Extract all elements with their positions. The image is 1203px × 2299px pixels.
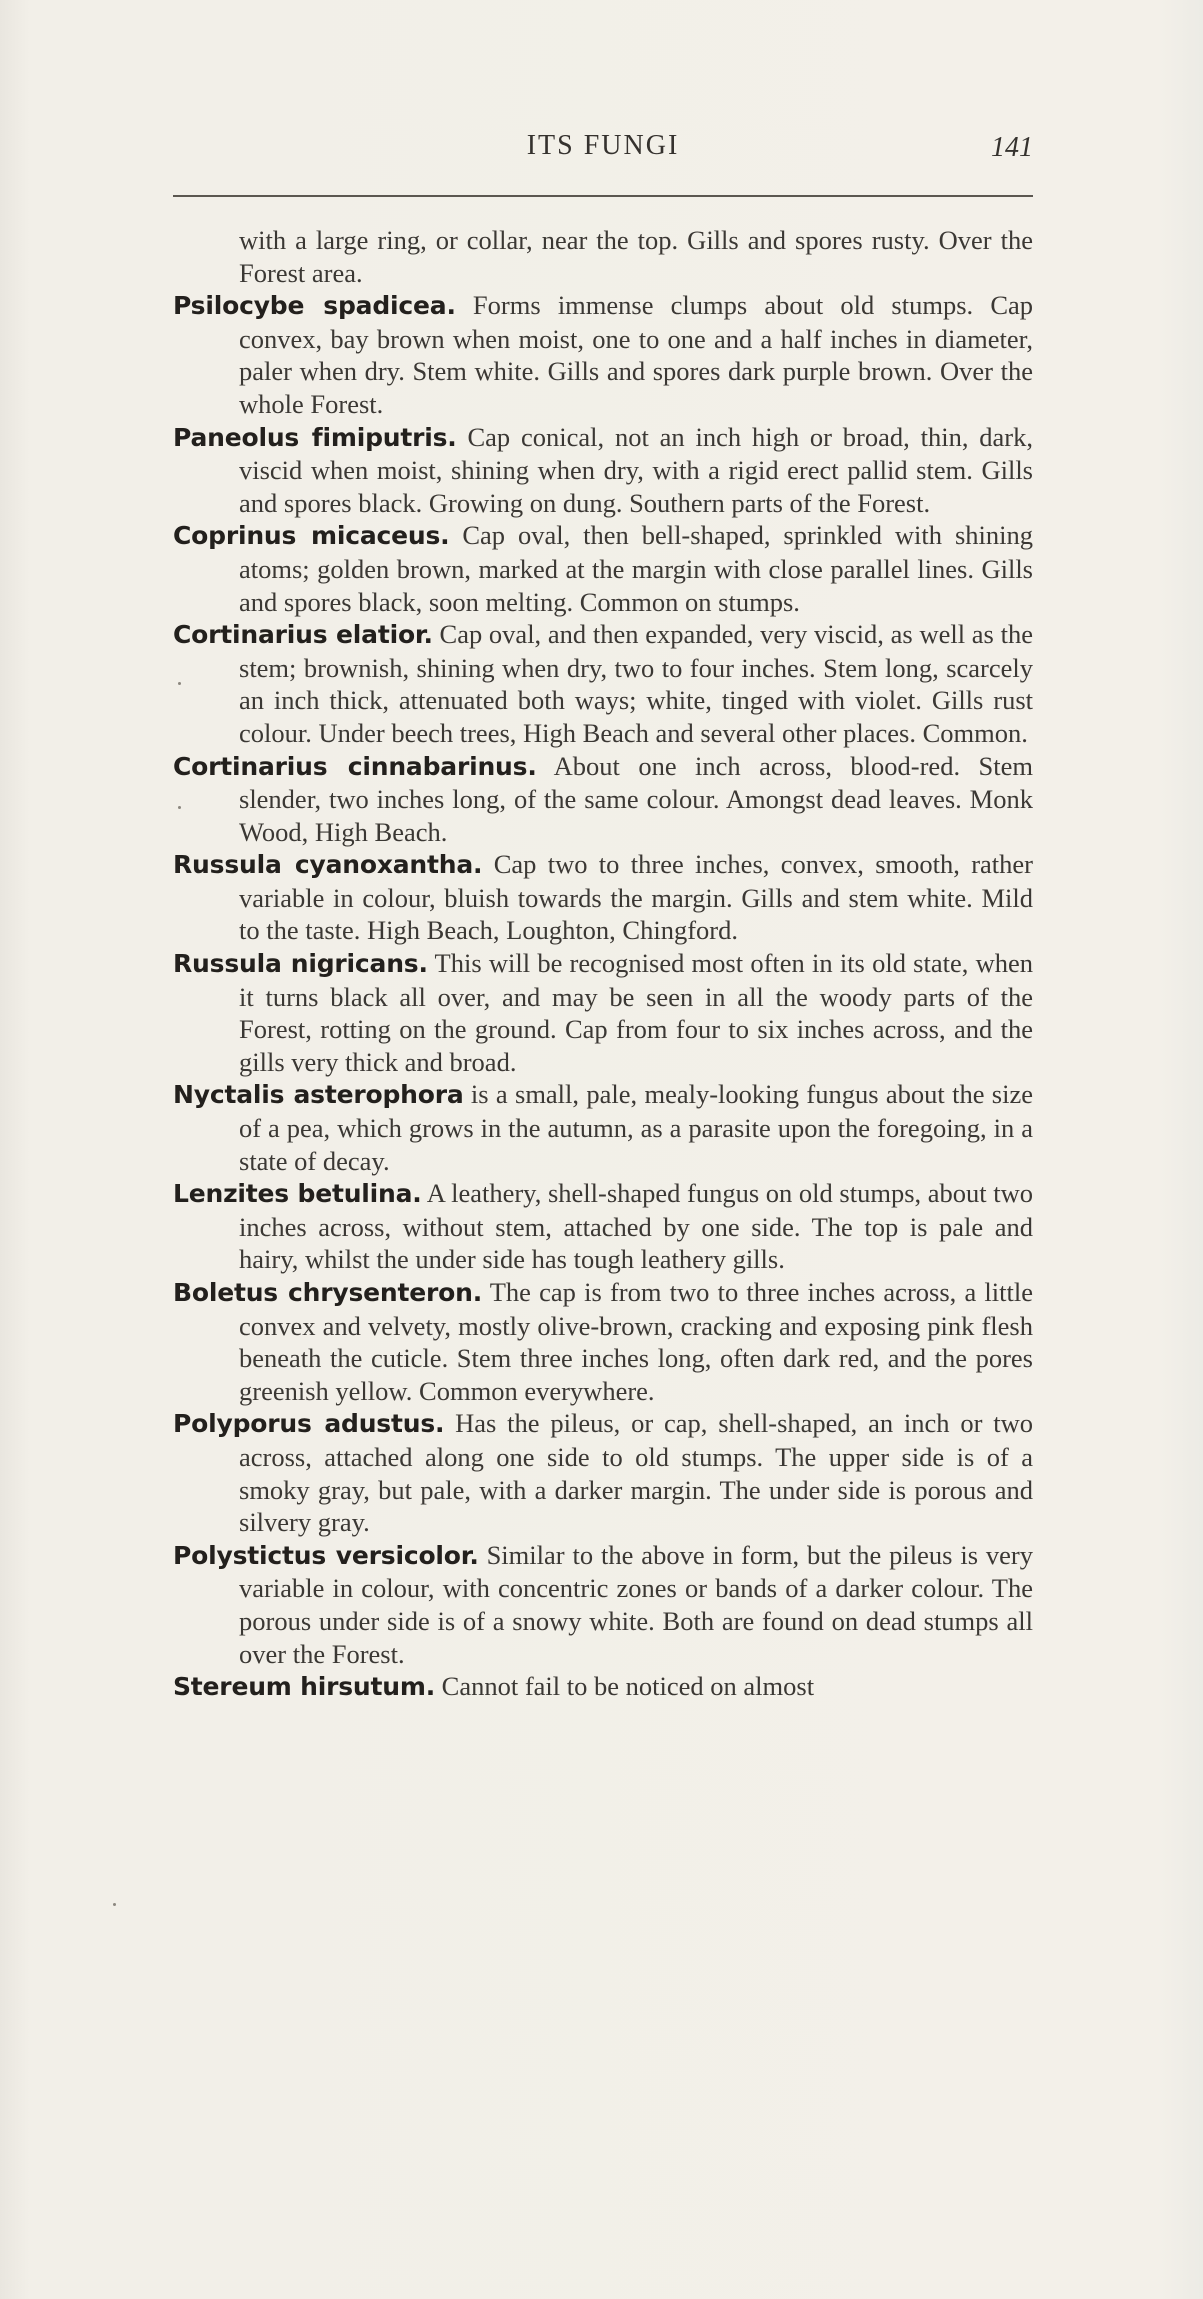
entry-continuation (173, 224, 1033, 289)
entry-text: This will be recognised most often in its old state, when it turns black all over, and may be seen in all the woody parts of the Forest, rotting on the ground. Cap from four to six inches across, and the gills very thick and broad. (239, 948, 1033, 1077)
entry-boletus-chrysenteron (173, 1276, 1033, 1407)
entry-text: About one inch across, blood-red. Stem slender, two inches long, of the same colour. Amongst dead leaves. Monk Wood, High Beach. (239, 750, 1033, 847)
fungi-entries (173, 224, 1033, 1704)
entry-polyporus-adustus (173, 1407, 1033, 1538)
entry-text: The cap is from two to three inches across, a little convex and velvety, mostly olive-brown, cracking and exposing pink flesh beneath the cuticle. Stem three inches long, often dark red, and the pores greenish yellow. Common everywhere. (239, 1277, 1033, 1406)
margin-speck (113, 1903, 116, 1906)
header-rule (173, 195, 1033, 197)
entry-coprinus-micaceus (173, 519, 1033, 618)
entry-text: Forms immense clumps about old stumps. Cap convex, bay brown when moist, one to one and a half inches in diameter, paler when dry. Stem white. Gills and spores dark purple brown. Over the whole Forest. (239, 290, 1034, 419)
entry-term: Russula cyanoxantha. (173, 850, 483, 880)
entry-term: Polyporus adustus. (173, 1409, 445, 1439)
entry-lenzites-betulina (173, 1177, 1033, 1276)
entry-term: Boletus chrysenteron. (173, 1278, 483, 1307)
entry-term: Paneolus fimiputris. (173, 422, 457, 452)
page-number: 141 (991, 132, 1033, 163)
entry-text: Cap conical, not an inch high or broad, thin, dark, viscid when moist, shining when dry, with a rigid erect pallid stem. Gills and spores black. Growing on dung. Southern parts of the Forest. (239, 421, 1034, 518)
entry-term: Stereum hirsutum. (173, 1672, 436, 1702)
entry-paneolus-fimiputris (173, 421, 1033, 520)
entry-polystictus-versicolor (173, 1539, 1033, 1670)
entry-term: Russula nigricans. (173, 949, 428, 979)
entry-cortinarius-elatior (173, 618, 1033, 749)
entry-text: Cap oval, then bell-shaped, sprinkled with shining atoms; golden brown, marked at the margin with close parallel lines. Gills and spores black, soon melting. Common on stumps. (239, 520, 1033, 617)
running-head: ITS FUNGI (526, 130, 680, 161)
entry-term: Psilocybe spadicea. (173, 291, 456, 321)
entry-text: Has the pileus, or cap, shell-shaped, an inch or two across, attached along one side to old stumps. The upper side is of a smoky gray, but pale, with a darker margin. The under side is porous and silvery gray. (239, 1408, 1033, 1538)
entry-text: Similar to the above in form, but the pileus is very variable in colour, with concentric zones or bands of a darker colour. The porous under side is of a snowy white. Both are found on dead stumps all over the Forest. (239, 1539, 1033, 1669)
entry-text: A leathery, shell-shaped fungus on old stumps, about two inches across, without stem, attached by one side. The top is pale and hairy, whilst the under side has tough leathery gills. (239, 1178, 1034, 1275)
entry-text: is a small, pale, mealy-looking fungus about the size of a pea, which grows in the autumn, as a parasite upon the foregoing, in a state of decay. (239, 1079, 1033, 1176)
entry-term: Nyctalis asterophora (173, 1080, 464, 1110)
entry-term: Cortinarius elatior. (173, 620, 433, 650)
entry-term: Coprinus micaceus. (173, 521, 450, 551)
entry-nyctalis-asterophora (173, 1078, 1033, 1177)
entry-term: Lenzites betulina. (173, 1179, 422, 1209)
entry-stereum-hirsutum (173, 1670, 1033, 1704)
margin-speck (178, 682, 181, 685)
entry-psilocybe-spadicea (173, 289, 1033, 420)
entry-text: Cap two to three inches, convex, smooth, rather variable in colour, bluish towards the margin. Gills and stem white. Mild to the taste. High Beach, Loughton, Chingford. (239, 849, 1034, 946)
page-header (173, 130, 1033, 174)
entry-term: Cortinarius cinnabarinus. (173, 751, 537, 781)
entry-text: Cap oval, and then expanded, very viscid, as well as the stem; brownish, shining when dry, two to four inches. Stem long, scarcely an inch thick, attenuated both ways; white, tinged with violet. Gills rust colour. Under beech trees, High Beach and several other places. Common. (239, 619, 1033, 748)
margin-speck (178, 806, 181, 809)
entry-cortinarius-cinnabarinus (173, 750, 1033, 849)
entry-russula-cyanoxantha (173, 848, 1033, 947)
entry-text: Cannot fail to be noticed on almost (441, 1671, 815, 1702)
entry-text: with a large ring, or collar, near the top. Gills and spores rusty. Over the Forest area. (239, 225, 1033, 288)
entry-russula-nigricans (173, 947, 1033, 1078)
entry-term: Polystictus versicolor. (173, 1540, 479, 1570)
